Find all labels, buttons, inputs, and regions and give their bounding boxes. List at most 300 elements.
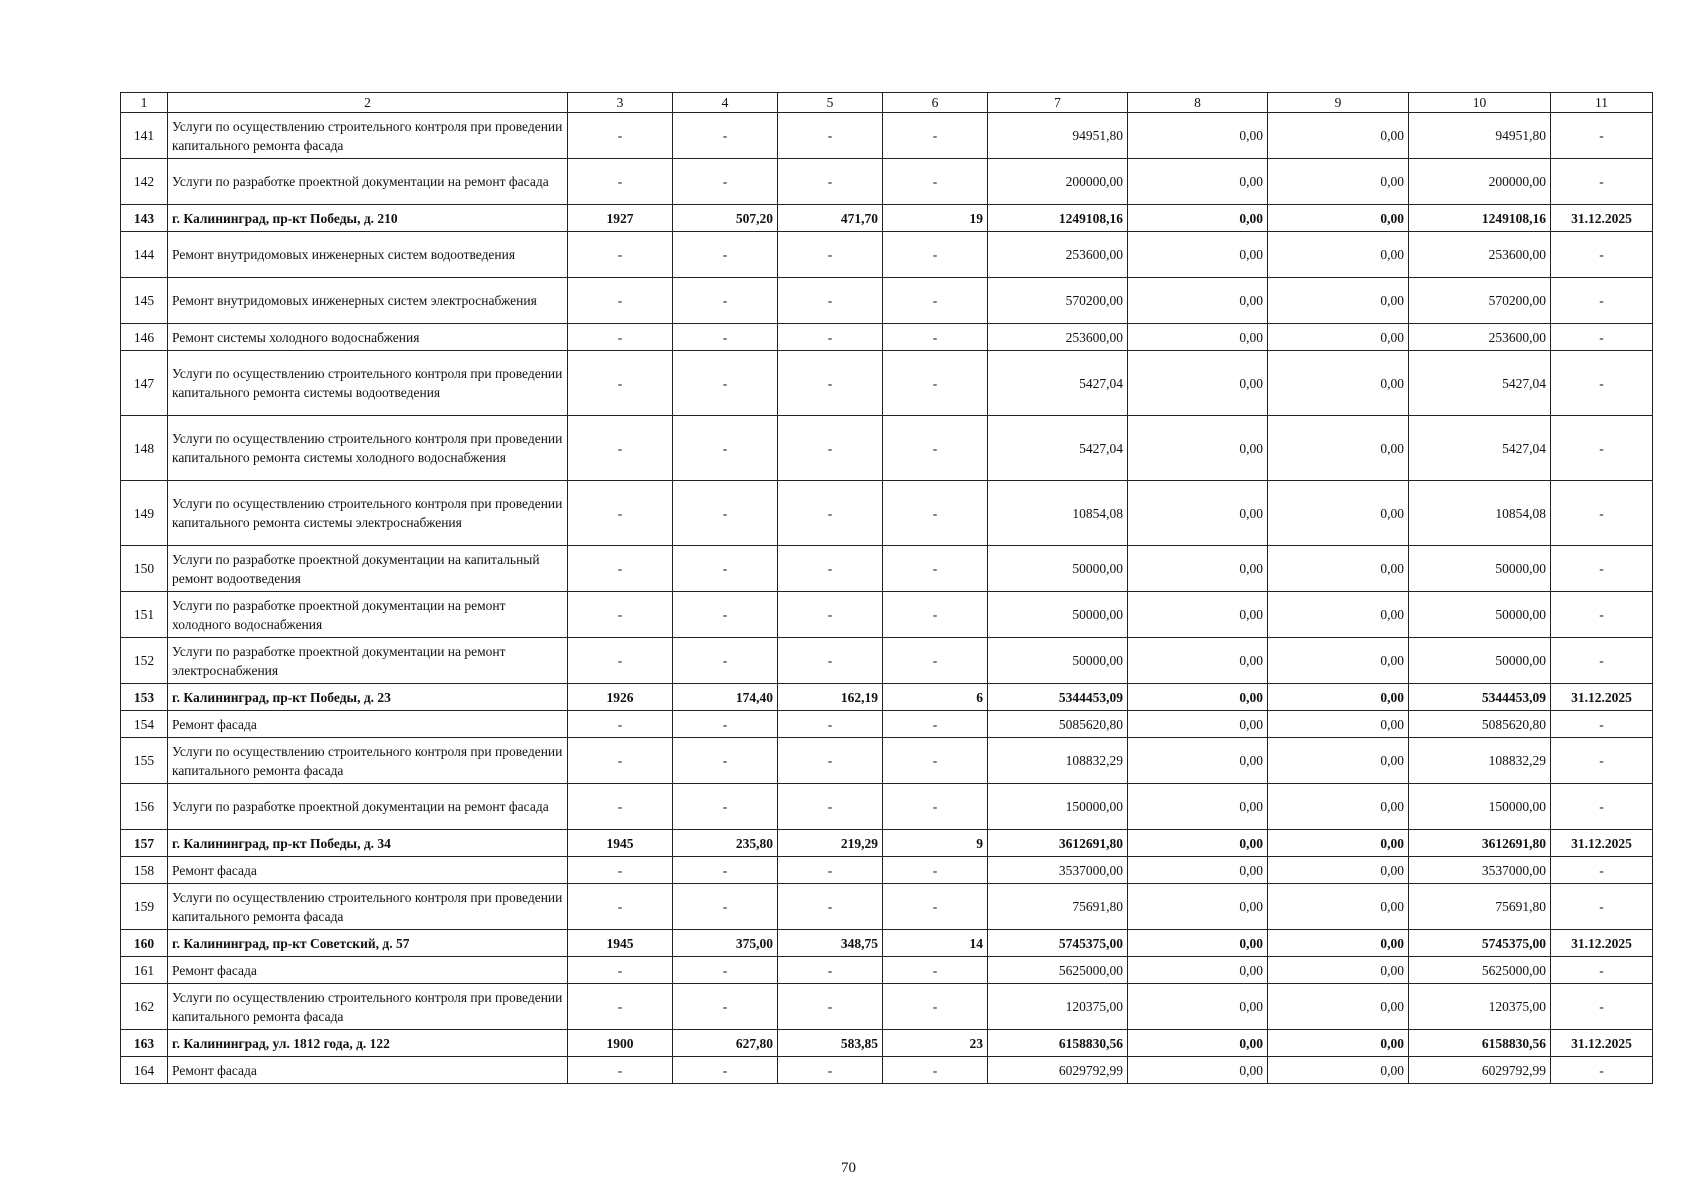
- row-number-cell: 156: [121, 784, 168, 830]
- deadline-cell: -: [1551, 638, 1653, 684]
- col8-cell: 0,00: [1128, 205, 1268, 232]
- year-cell: 1900: [568, 1030, 673, 1057]
- work-row: [121, 784, 1653, 830]
- header-cell: 10: [1409, 93, 1551, 113]
- row-number-cell: 147: [121, 351, 168, 416]
- year-cell: -: [568, 592, 673, 638]
- row-number-cell: 145: [121, 278, 168, 324]
- col8-cell: 0,00: [1128, 784, 1268, 830]
- header-cell: 6: [883, 93, 988, 113]
- work-row: [121, 1057, 1653, 1084]
- row-number-cell: 164: [121, 1057, 168, 1084]
- year-cell: -: [568, 113, 673, 159]
- work-name-cell: Услуги по осуществлению строительного контроля при проведении капитального ремонта фасада: [168, 984, 568, 1030]
- living-area-cell: -: [778, 416, 883, 481]
- living-area-cell: 471,70: [778, 205, 883, 232]
- total-cost-cell: 3612691,80: [988, 830, 1128, 857]
- col9-cell: 0,00: [1268, 416, 1409, 481]
- work-row: [121, 857, 1653, 884]
- work-name-cell: Услуги по разработке проектной документации на капитальный ремонт водоотведения: [168, 546, 568, 592]
- living-area-cell: -: [778, 324, 883, 351]
- year-cell: -: [568, 546, 673, 592]
- col10-cell: 5745375,00: [1409, 930, 1551, 957]
- residents-cell: -: [883, 638, 988, 684]
- col8-cell: 0,00: [1128, 232, 1268, 278]
- total-cost-cell: 253600,00: [988, 232, 1128, 278]
- row-number-cell: 146: [121, 324, 168, 351]
- work-row: [121, 278, 1653, 324]
- total-area-cell: -: [673, 324, 778, 351]
- address-row: [121, 205, 1653, 232]
- col8-cell: 0,00: [1128, 711, 1268, 738]
- deadline-cell: -: [1551, 884, 1653, 930]
- total-cost-cell: 5427,04: [988, 351, 1128, 416]
- col10-cell: 3612691,80: [1409, 830, 1551, 857]
- total-cost-cell: 50000,00: [988, 592, 1128, 638]
- work-name-cell: г. Калининград, пр-кт Победы, д. 23: [168, 684, 568, 711]
- work-name-cell: г. Калининград, пр-кт Победы, д. 34: [168, 830, 568, 857]
- work-name-cell: Услуги по осуществлению строительного контроля при проведении капитального ремонта фасада: [168, 738, 568, 784]
- residents-cell: 23: [883, 1030, 988, 1057]
- living-area-cell: -: [778, 784, 883, 830]
- col8-cell: 0,00: [1128, 159, 1268, 205]
- total-area-cell: -: [673, 416, 778, 481]
- total-area-cell: -: [673, 784, 778, 830]
- col8-cell: 0,00: [1128, 684, 1268, 711]
- work-name-cell: г. Калининград, ул. 1812 года, д. 122: [168, 1030, 568, 1057]
- work-row: [121, 232, 1653, 278]
- residents-cell: -: [883, 416, 988, 481]
- deadline-cell: -: [1551, 416, 1653, 481]
- deadline-cell: 31.12.2025: [1551, 1030, 1653, 1057]
- work-name-cell: Ремонт внутридомовых инженерных систем водоотведения: [168, 232, 568, 278]
- deadline-cell: -: [1551, 278, 1653, 324]
- total-area-cell: -: [673, 884, 778, 930]
- col10-cell: 5427,04: [1409, 351, 1551, 416]
- header-cell: 1: [121, 93, 168, 113]
- works-table: [120, 92, 1653, 1084]
- deadline-cell: -: [1551, 857, 1653, 884]
- total-cost-cell: 50000,00: [988, 638, 1128, 684]
- col8-cell: 0,00: [1128, 481, 1268, 546]
- residents-cell: 19: [883, 205, 988, 232]
- col10-cell: 108832,29: [1409, 738, 1551, 784]
- col10-cell: 94951,80: [1409, 113, 1551, 159]
- row-number-cell: 142: [121, 159, 168, 205]
- residents-cell: -: [883, 324, 988, 351]
- total-cost-cell: 150000,00: [988, 784, 1128, 830]
- living-area-cell: -: [778, 857, 883, 884]
- deadline-cell: 31.12.2025: [1551, 684, 1653, 711]
- work-name-cell: Услуги по разработке проектной документации на ремонт электроснабжения: [168, 638, 568, 684]
- col10-cell: 120375,00: [1409, 984, 1551, 1030]
- col9-cell: 0,00: [1268, 205, 1409, 232]
- work-name-cell: Услуги по осуществлению строительного контроля при проведении капитального ремонта фасада: [168, 884, 568, 930]
- work-name-cell: Услуги по осуществлению строительного контроля при проведении капитального ремонта системы водоотведения: [168, 351, 568, 416]
- col8-cell: 0,00: [1128, 592, 1268, 638]
- col8-cell: 0,00: [1128, 984, 1268, 1030]
- year-cell: 1945: [568, 930, 673, 957]
- work-row: [121, 592, 1653, 638]
- col9-cell: 0,00: [1268, 830, 1409, 857]
- work-row: [121, 159, 1653, 205]
- total-cost-cell: 6029792,99: [988, 1057, 1128, 1084]
- row-number-cell: 153: [121, 684, 168, 711]
- year-cell: -: [568, 232, 673, 278]
- work-row: [121, 884, 1653, 930]
- total-area-cell: -: [673, 592, 778, 638]
- year-cell: -: [568, 324, 673, 351]
- year-cell: -: [568, 784, 673, 830]
- col10-cell: 5427,04: [1409, 416, 1551, 481]
- residents-cell: -: [883, 232, 988, 278]
- deadline-cell: -: [1551, 324, 1653, 351]
- work-name-cell: Услуги по осуществлению строительного контроля при проведении капитального ремонта фасада: [168, 113, 568, 159]
- col9-cell: 0,00: [1268, 592, 1409, 638]
- row-number-cell: 143: [121, 205, 168, 232]
- col10-cell: 3537000,00: [1409, 857, 1551, 884]
- work-row: [121, 738, 1653, 784]
- residents-cell: -: [883, 159, 988, 205]
- living-area-cell: -: [778, 351, 883, 416]
- year-cell: 1927: [568, 205, 673, 232]
- total-area-cell: -: [673, 711, 778, 738]
- residents-cell: -: [883, 857, 988, 884]
- col8-cell: 0,00: [1128, 351, 1268, 416]
- col8-cell: 0,00: [1128, 278, 1268, 324]
- living-area-cell: -: [778, 738, 883, 784]
- work-row: [121, 984, 1653, 1030]
- living-area-cell: -: [778, 711, 883, 738]
- living-area-cell: 348,75: [778, 930, 883, 957]
- header-cell: 9: [1268, 93, 1409, 113]
- residents-cell: 14: [883, 930, 988, 957]
- total-cost-cell: 10854,08: [988, 481, 1128, 546]
- year-cell: -: [568, 638, 673, 684]
- living-area-cell: 583,85: [778, 1030, 883, 1057]
- table-body: [121, 93, 1653, 1084]
- address-row: [121, 930, 1653, 957]
- year-cell: -: [568, 857, 673, 884]
- col8-cell: 0,00: [1128, 638, 1268, 684]
- work-row: [121, 351, 1653, 416]
- col10-cell: 50000,00: [1409, 546, 1551, 592]
- total-area-cell: 375,00: [673, 930, 778, 957]
- deadline-cell: -: [1551, 481, 1653, 546]
- col10-cell: 253600,00: [1409, 232, 1551, 278]
- total-area-cell: -: [673, 232, 778, 278]
- deadline-cell: -: [1551, 957, 1653, 984]
- living-area-cell: -: [778, 278, 883, 324]
- residents-cell: -: [883, 592, 988, 638]
- living-area-cell: 219,29: [778, 830, 883, 857]
- deadline-cell: -: [1551, 113, 1653, 159]
- total-area-cell: -: [673, 351, 778, 416]
- year-cell: -: [568, 884, 673, 930]
- year-cell: -: [568, 984, 673, 1030]
- col9-cell: 0,00: [1268, 481, 1409, 546]
- deadline-cell: 31.12.2025: [1551, 830, 1653, 857]
- total-area-cell: 235,80: [673, 830, 778, 857]
- row-number-cell: 163: [121, 1030, 168, 1057]
- col10-cell: 253600,00: [1409, 324, 1551, 351]
- total-cost-cell: 75691,80: [988, 884, 1128, 930]
- total-cost-cell: 94951,80: [988, 113, 1128, 159]
- col9-cell: 0,00: [1268, 711, 1409, 738]
- col8-cell: 0,00: [1128, 324, 1268, 351]
- header-cell: 2: [168, 93, 568, 113]
- total-cost-cell: 5745375,00: [988, 930, 1128, 957]
- header-cell: 7: [988, 93, 1128, 113]
- col9-cell: 0,00: [1268, 232, 1409, 278]
- total-area-cell: 507,20: [673, 205, 778, 232]
- col8-cell: 0,00: [1128, 1057, 1268, 1084]
- year-cell: -: [568, 351, 673, 416]
- work-name-cell: г. Калининград, пр-кт Победы, д. 210: [168, 205, 568, 232]
- col9-cell: 0,00: [1268, 113, 1409, 159]
- col9-cell: 0,00: [1268, 351, 1409, 416]
- deadline-cell: -: [1551, 1057, 1653, 1084]
- living-area-cell: -: [778, 984, 883, 1030]
- year-cell: -: [568, 738, 673, 784]
- col10-cell: 200000,00: [1409, 159, 1551, 205]
- total-area-cell: -: [673, 984, 778, 1030]
- col8-cell: 0,00: [1128, 930, 1268, 957]
- work-row: [121, 546, 1653, 592]
- deadline-cell: -: [1551, 711, 1653, 738]
- col10-cell: 6158830,56: [1409, 1030, 1551, 1057]
- col9-cell: 0,00: [1268, 546, 1409, 592]
- total-cost-cell: 3537000,00: [988, 857, 1128, 884]
- col8-cell: 0,00: [1128, 830, 1268, 857]
- col9-cell: 0,00: [1268, 857, 1409, 884]
- deadline-cell: -: [1551, 232, 1653, 278]
- total-area-cell: -: [673, 278, 778, 324]
- total-area-cell: -: [673, 638, 778, 684]
- total-area-cell: -: [673, 738, 778, 784]
- row-number-cell: 150: [121, 546, 168, 592]
- row-number-cell: 148: [121, 416, 168, 481]
- total-area-cell: -: [673, 546, 778, 592]
- total-cost-cell: 6158830,56: [988, 1030, 1128, 1057]
- col9-cell: 0,00: [1268, 278, 1409, 324]
- row-number-cell: 161: [121, 957, 168, 984]
- row-number-cell: 157: [121, 830, 168, 857]
- col9-cell: 0,00: [1268, 784, 1409, 830]
- residents-cell: -: [883, 1057, 988, 1084]
- col8-cell: 0,00: [1128, 113, 1268, 159]
- total-area-cell: 174,40: [673, 684, 778, 711]
- work-name-cell: Ремонт фасада: [168, 957, 568, 984]
- row-number-cell: 141: [121, 113, 168, 159]
- living-area-cell: -: [778, 481, 883, 546]
- work-name-cell: Услуги по разработке проектной документации на ремонт холодного водоснабжения: [168, 592, 568, 638]
- col8-cell: 0,00: [1128, 738, 1268, 784]
- col9-cell: 0,00: [1268, 1030, 1409, 1057]
- residents-cell: -: [883, 984, 988, 1030]
- col9-cell: 0,00: [1268, 159, 1409, 205]
- work-name-cell: Ремонт фасада: [168, 1057, 568, 1084]
- living-area-cell: -: [778, 159, 883, 205]
- work-name-cell: Ремонт системы холодного водоснабжения: [168, 324, 568, 351]
- work-row: [121, 638, 1653, 684]
- header-cell: 3: [568, 93, 673, 113]
- col10-cell: 5085620,80: [1409, 711, 1551, 738]
- work-name-cell: г. Калининград, пр-кт Советский, д. 57: [168, 930, 568, 957]
- year-cell: -: [568, 278, 673, 324]
- residents-cell: -: [883, 481, 988, 546]
- col9-cell: 0,00: [1268, 984, 1409, 1030]
- living-area-cell: -: [778, 1057, 883, 1084]
- work-row: [121, 324, 1653, 351]
- work-row: [121, 416, 1653, 481]
- col9-cell: 0,00: [1268, 324, 1409, 351]
- col10-cell: 6029792,99: [1409, 1057, 1551, 1084]
- total-cost-cell: 5085620,80: [988, 711, 1128, 738]
- deadline-cell: -: [1551, 784, 1653, 830]
- living-area-cell: -: [778, 884, 883, 930]
- total-cost-cell: 5344453,09: [988, 684, 1128, 711]
- residents-cell: -: [883, 711, 988, 738]
- year-cell: -: [568, 1057, 673, 1084]
- row-number-cell: 160: [121, 930, 168, 957]
- total-area-cell: -: [673, 481, 778, 546]
- address-row: [121, 830, 1653, 857]
- work-name-cell: Ремонт фасада: [168, 711, 568, 738]
- header-cell: 4: [673, 93, 778, 113]
- deadline-cell: 31.12.2025: [1551, 930, 1653, 957]
- col10-cell: 1249108,16: [1409, 205, 1551, 232]
- residents-cell: 6: [883, 684, 988, 711]
- total-cost-cell: 50000,00: [988, 546, 1128, 592]
- work-name-cell: Ремонт фасада: [168, 857, 568, 884]
- year-cell: -: [568, 416, 673, 481]
- work-row: [121, 957, 1653, 984]
- col8-cell: 0,00: [1128, 1030, 1268, 1057]
- total-cost-cell: 108832,29: [988, 738, 1128, 784]
- living-area-cell: -: [778, 546, 883, 592]
- row-number-cell: 155: [121, 738, 168, 784]
- total-area-cell: -: [673, 957, 778, 984]
- residents-cell: -: [883, 957, 988, 984]
- row-number-cell: 151: [121, 592, 168, 638]
- residents-cell: -: [883, 278, 988, 324]
- col10-cell: 75691,80: [1409, 884, 1551, 930]
- header-cell: 11: [1551, 93, 1653, 113]
- living-area-cell: -: [778, 113, 883, 159]
- col8-cell: 0,00: [1128, 857, 1268, 884]
- header-cell: 5: [778, 93, 883, 113]
- row-number-cell: 144: [121, 232, 168, 278]
- col9-cell: 0,00: [1268, 884, 1409, 930]
- year-cell: 1945: [568, 830, 673, 857]
- total-area-cell: -: [673, 1057, 778, 1084]
- col8-cell: 0,00: [1128, 546, 1268, 592]
- col10-cell: 50000,00: [1409, 638, 1551, 684]
- col9-cell: 0,00: [1268, 638, 1409, 684]
- col10-cell: 10854,08: [1409, 481, 1551, 546]
- year-cell: 1926: [568, 684, 673, 711]
- deadline-cell: -: [1551, 592, 1653, 638]
- col8-cell: 0,00: [1128, 884, 1268, 930]
- work-row: [121, 113, 1653, 159]
- address-row: [121, 684, 1653, 711]
- address-row: [121, 1030, 1653, 1057]
- col10-cell: 50000,00: [1409, 592, 1551, 638]
- row-number-cell: 149: [121, 481, 168, 546]
- work-name-cell: Услуги по разработке проектной документации на ремонт фасада: [168, 159, 568, 205]
- deadline-cell: -: [1551, 351, 1653, 416]
- total-cost-cell: 120375,00: [988, 984, 1128, 1030]
- total-cost-cell: 5427,04: [988, 416, 1128, 481]
- col8-cell: 0,00: [1128, 416, 1268, 481]
- deadline-cell: 31.12.2025: [1551, 205, 1653, 232]
- col10-cell: 150000,00: [1409, 784, 1551, 830]
- deadline-cell: -: [1551, 738, 1653, 784]
- total-area-cell: -: [673, 113, 778, 159]
- residents-cell: -: [883, 884, 988, 930]
- col9-cell: 0,00: [1268, 930, 1409, 957]
- work-row: [121, 481, 1653, 546]
- page-number: 70: [841, 1160, 856, 1176]
- work-name-cell: Ремонт внутридомовых инженерных систем электроснабжения: [168, 278, 568, 324]
- year-cell: -: [568, 711, 673, 738]
- col8-cell: 0,00: [1128, 957, 1268, 984]
- row-number-cell: 162: [121, 984, 168, 1030]
- col10-cell: 570200,00: [1409, 278, 1551, 324]
- residents-cell: -: [883, 784, 988, 830]
- residents-cell: -: [883, 738, 988, 784]
- col10-cell: 5625000,00: [1409, 957, 1551, 984]
- row-number-cell: 158: [121, 857, 168, 884]
- deadline-cell: -: [1551, 159, 1653, 205]
- header-cell: 8: [1128, 93, 1268, 113]
- row-number-cell: 154: [121, 711, 168, 738]
- col9-cell: 0,00: [1268, 1057, 1409, 1084]
- total-area-cell: 627,80: [673, 1030, 778, 1057]
- col10-cell: 5344453,09: [1409, 684, 1551, 711]
- living-area-cell: -: [778, 957, 883, 984]
- residents-cell: 9: [883, 830, 988, 857]
- row-number-cell: 159: [121, 884, 168, 930]
- total-cost-cell: 253600,00: [988, 324, 1128, 351]
- year-cell: -: [568, 957, 673, 984]
- col9-cell: 0,00: [1268, 957, 1409, 984]
- work-name-cell: Услуги по осуществлению строительного контроля при проведении капитального ремонта системы холодного водоснабжения: [168, 416, 568, 481]
- work-name-cell: Услуги по осуществлению строительного контроля при проведении капитального ремонта системы электроснабжения: [168, 481, 568, 546]
- deadline-cell: -: [1551, 984, 1653, 1030]
- living-area-cell: -: [778, 232, 883, 278]
- total-cost-cell: 5625000,00: [988, 957, 1128, 984]
- year-cell: -: [568, 159, 673, 205]
- total-area-cell: -: [673, 159, 778, 205]
- residents-cell: -: [883, 546, 988, 592]
- residents-cell: -: [883, 113, 988, 159]
- residents-cell: -: [883, 351, 988, 416]
- total-cost-cell: 1249108,16: [988, 205, 1128, 232]
- column-number-header-row: [121, 93, 1653, 113]
- total-area-cell: -: [673, 857, 778, 884]
- work-name-cell: Услуги по разработке проектной документации на ремонт фасада: [168, 784, 568, 830]
- living-area-cell: 162,19: [778, 684, 883, 711]
- row-number-cell: 152: [121, 638, 168, 684]
- total-cost-cell: 200000,00: [988, 159, 1128, 205]
- col9-cell: 0,00: [1268, 684, 1409, 711]
- work-row: [121, 711, 1653, 738]
- deadline-cell: -: [1551, 546, 1653, 592]
- total-cost-cell: 570200,00: [988, 278, 1128, 324]
- col9-cell: 0,00: [1268, 738, 1409, 784]
